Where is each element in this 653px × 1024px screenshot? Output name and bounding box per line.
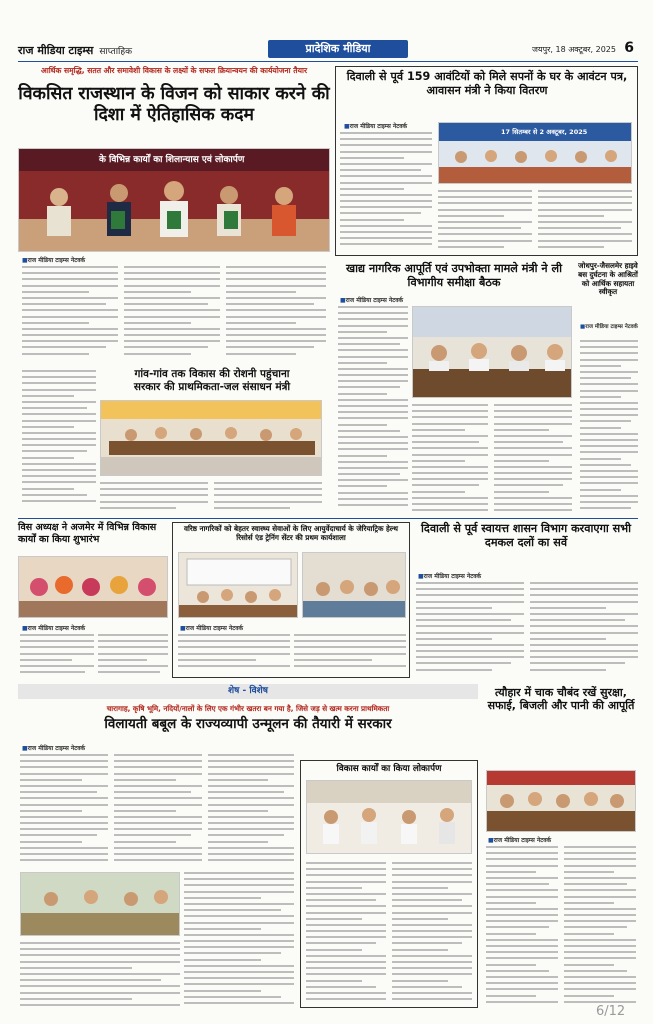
page-number: 6 xyxy=(624,40,634,56)
inset-photo-art xyxy=(307,781,472,854)
lead-body-col2 xyxy=(124,266,220,362)
diwali-byline: ■ राज मीडिया टाइम्स नेटवर्क xyxy=(418,572,481,580)
food-byline: ■ राज मीडिया टाइम्स नेटवर्क xyxy=(340,296,403,304)
special-photo-art xyxy=(21,873,180,936)
lead-byline: ■ राज मीडिया टाइम्स नेटवर्क xyxy=(22,256,85,264)
highway-body xyxy=(580,340,638,516)
lead-body-col6 xyxy=(214,482,322,512)
ajmer-photo xyxy=(18,556,168,618)
special-kicker: चारागाह, कृषि भूमि, नदियों/नालों के लिए एक गंभीर खतरा बन गया है, जिसे जड़ से खत्म करना प्राथमिकता xyxy=(106,704,390,713)
ayurveda-photo-1 xyxy=(178,552,298,618)
mid-rule xyxy=(18,518,638,519)
ayurveda-photo-1-art xyxy=(179,553,298,618)
inset-headline: विकास कार्यों का किया लोकार्पण xyxy=(336,764,442,774)
special-body-col2 xyxy=(114,754,202,864)
food-headline: खाद्य नागरिक आपूर्ति एवं उपभोक्ता मामले मंत्री ने ली विभागीय समीक्षा बैठक xyxy=(345,262,563,289)
ayurveda-body-col1 xyxy=(178,634,290,674)
special-headline: विलायती बबूल के राज्यव्यापी उन्मूलन की तैयारी में सरकार xyxy=(104,716,392,732)
food-photo xyxy=(412,306,572,398)
lead-body-col4 xyxy=(22,370,96,510)
food-photo-art xyxy=(413,307,572,398)
masthead-weekly: साप्ताहिक xyxy=(99,46,133,57)
festival-photo-art xyxy=(487,771,636,832)
highway-headline: जोधपुर-जैसलमेर हाइवे बस दुर्घटना के आश्रितों को आर्थिक सहायता स्वीकृत xyxy=(578,261,638,297)
lead-subhead xyxy=(100,368,324,394)
lead-event-photo xyxy=(100,400,322,476)
festival-photo xyxy=(486,770,636,832)
issue-date: जयपुर, 18 अक्टूबर, 2025 xyxy=(532,45,616,54)
masthead-rule xyxy=(18,61,638,62)
festival-body-col2 xyxy=(564,846,636,1008)
housing-photo xyxy=(438,122,632,184)
lead-banner-text: के विभिन्न कार्यों का शिलान्यास एवं लोकार्पण xyxy=(99,155,245,165)
diwali-body-col1 xyxy=(416,582,524,678)
ajmer-headline: विस अध्यक्ष ने अजमेर में विभिन्न विकास कार्यों का किया शुभारंभ xyxy=(18,522,157,545)
special-body-col5 xyxy=(20,942,180,1008)
housing-body-col1 xyxy=(340,132,432,252)
ajmer-byline: ■ राज मीडिया टाइम्स नेटवर्क xyxy=(22,624,85,632)
lead-body-col1 xyxy=(22,266,118,362)
food-body-col1 xyxy=(338,306,408,516)
housing-body-col2 xyxy=(438,190,532,252)
festival-byline: ■ राज मीडिया टाइम्स नेटवर्क xyxy=(488,836,551,844)
masthead-brand: राज मीडिया टाइम्स xyxy=(18,43,94,57)
ayurveda-body-col2 xyxy=(294,634,406,674)
housing-photo-banner: 17 सितम्बर से 2 अक्टूबर, 2025 xyxy=(501,128,588,136)
lead-kicker: आर्थिक समृद्धि, सतत और समावेशी विकास के लक्ष्यों के सफल क्रियान्वयन की कार्ययोजना तैयार xyxy=(40,66,308,75)
housing-body-col3 xyxy=(538,190,632,252)
housing-headline: दिवाली से पूर्व 159 आवंटियों को मिले सपनों के घर के आवंटन पत्र, आवासन मंत्री ने किया वितरण xyxy=(346,70,628,97)
special-band: शेष - विशेष xyxy=(18,684,478,699)
lead-headline: विकसित राजस्थान के विजन को साकार करने की दिशा में ऐतिहासिक कदम xyxy=(18,84,330,126)
special-byline: ■ राज मीडिया टाइम्स नेटवर्क xyxy=(22,744,85,752)
special-body-col4 xyxy=(184,872,294,1008)
event-photo-art xyxy=(101,401,322,476)
food-body-col3 xyxy=(494,404,572,516)
ajmer-body-col2 xyxy=(98,634,168,678)
ayurveda-photo-2-art xyxy=(303,553,406,618)
section-label: प्रादेशिक मीडिया xyxy=(268,40,408,58)
ayurveda-byline: ■ राज मीडिया टाइम्स नेटवर्क xyxy=(180,624,243,632)
special-photo xyxy=(20,872,180,936)
inset-body-col1 xyxy=(306,862,386,1004)
lead-photo xyxy=(18,148,330,252)
lead-subhead-line2: सरकार की प्राथमिकता-जल संसाधन मंत्री xyxy=(133,380,291,393)
inset-body-col2 xyxy=(392,862,472,1004)
diwali-headline: दिवाली से पूर्व स्वायत्त शासन विभाग करवाएगा सभी दमकल दलों का सर्वे xyxy=(421,522,631,549)
masthead xyxy=(18,40,638,60)
lead-subhead-line1: गांव-गांव तक विकास की रोशनी पहुंचाना xyxy=(134,368,290,380)
festival-headline: त्यौहार में चाक चौबंद रखें सुरक्षा, सफाई, बिजली और पानी की आपूर्ति xyxy=(487,686,635,713)
housing-byline: ■ राज मीडिया टाइम्स नेटवर्क xyxy=(344,122,407,130)
special-body-col1 xyxy=(20,754,108,864)
special-body-col3 xyxy=(208,754,294,864)
food-body-col2 xyxy=(412,404,488,516)
diwali-body-col2 xyxy=(530,582,638,678)
highway-byline: ■ राज मीडिया टाइम्स नेटवर्क xyxy=(580,322,638,330)
ajmer-body-col1 xyxy=(20,634,94,678)
ayurveda-headline: वरिष्ठ नागरिकों को बेहतर स्वास्थ्य सेवाओं के लिए आयुर्वेदाचार्य के जेरियाट्रिक हेल्थ रिसोर्स एंड ट्रेनिंग सेंटर की प्रथम कार्यशाला xyxy=(184,524,398,542)
lead-body-col3 xyxy=(226,266,326,362)
ayurveda-photo-2 xyxy=(302,552,406,618)
page-indicator: 6/12 xyxy=(596,1004,626,1019)
festival-body-col1 xyxy=(486,846,558,1008)
lead-body-col5 xyxy=(100,482,208,512)
inset-photo xyxy=(306,780,472,854)
ajmer-photo-art xyxy=(19,557,168,618)
